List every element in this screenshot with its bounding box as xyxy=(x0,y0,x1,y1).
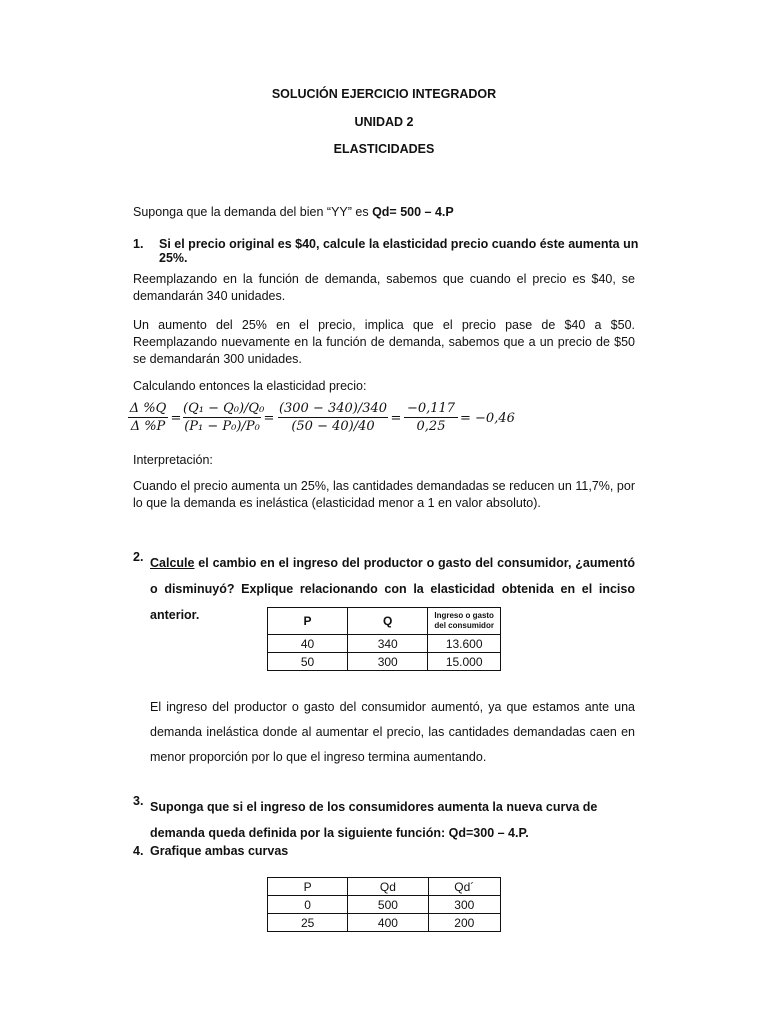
q3-title: Suponga que si el ingreso de los consumidores aumenta la nueva curva de demanda queda definida por la siguiente función: Qd=300 – 4.P. xyxy=(150,800,598,840)
table-header-row xyxy=(268,878,501,896)
intro-text: Suponga que la demanda del bien “YY” es xyxy=(133,205,373,219)
q1-title: Si el precio original es $40, calcule la elasticidad precio cuando éste aumenta un 25%. xyxy=(159,237,639,265)
q1-paragraph-2: Un aumento del 25% en el precio, implica que el precio pase de $40 a $50. Reemplazando nuevamente en la función de demanda, sabemos que a un precio de $50 se demandarán 300 unidades. xyxy=(133,318,635,366)
table-header: Ingreso o gasto del consumidor xyxy=(428,608,501,635)
interpretation-label: Interpretación: xyxy=(133,453,213,467)
q2-number: 2. xyxy=(133,550,144,564)
q1-number: 1. xyxy=(133,237,144,251)
demand-equation: Qd= 500 – 4.P xyxy=(372,205,454,219)
elasticity-formula: Δ %Q Δ %P = (Q₁ − Q₀)/Q₀ (P₁ − P₀)/P₀ = (300 − 340)/340 (50 − 40)/40 = −0,117 0,25 = −0,46 xyxy=(128,401,648,441)
q2-title-underlined: Calcule xyxy=(150,556,195,570)
q3-number: 3. xyxy=(133,794,144,808)
unit-title: UNIDAD 2 xyxy=(354,115,414,129)
document-title: SOLUCIÓN EJERCICIO INTEGRADOR xyxy=(271,87,497,101)
table-row: 40 340 13.600 xyxy=(268,635,501,653)
table-header: P xyxy=(268,878,348,896)
q4-number: 4. xyxy=(133,844,144,858)
income-table xyxy=(267,607,501,671)
q1-paragraph-1: Reemplazando en la función de demanda, sabemos que cuando el precio es $40, se demandarán 340 unidades. xyxy=(133,272,635,303)
table-header: Q xyxy=(348,608,428,635)
table-header: Qd´ xyxy=(428,878,500,896)
q4-title: Grafique ambas curvas xyxy=(150,844,289,858)
formula-result: = −0,46 xyxy=(460,411,515,426)
table-row: 0 500 300 xyxy=(268,896,501,914)
topic-title: ELASTICIDADES xyxy=(333,142,435,156)
formula-fraction-4: −0,117 0,25 xyxy=(404,401,458,434)
q2-title-rest: el cambio en el ingreso del productor o gasto del consumidor, ¿aumentó o disminuyó? Explique relacionando con la elasticidad obtenida en el inciso anterior. xyxy=(150,556,635,622)
intro-paragraph xyxy=(133,204,635,221)
table-row: 50 300 15.000 xyxy=(268,653,501,671)
formula-fraction-2: (Q₁ − Q₀)/Q₀ (P₁ − P₀)/P₀ xyxy=(183,401,265,434)
table-header-row xyxy=(268,608,501,635)
formula-fraction-3: (300 − 340)/340 (50 − 40)/40 xyxy=(278,401,388,434)
interpretation-text: Cuando el precio aumenta un 25%, las cantidades demandadas se reducen un 11,7%, por lo que la demanda es inelástica (elasticidad menor a 1 en valor absoluto). xyxy=(133,479,635,510)
formula-fraction-1: Δ %Q Δ %P xyxy=(129,401,167,434)
table-header: P xyxy=(268,608,348,635)
demand-table xyxy=(267,877,501,932)
table-row: 25 400 200 xyxy=(268,914,501,932)
q2-answer: El ingreso del productor o gasto del consumidor aumentó, ya que estamos ante una demanda inelástica donde al aumentar el precio, las cantidades demandadas caen en menor proporción por lo que el ingreso termina aumentando. xyxy=(150,700,635,764)
table-header: Qd xyxy=(348,878,428,896)
q1-paragraph-3: Calculando entonces la elasticidad precio: xyxy=(133,379,367,393)
